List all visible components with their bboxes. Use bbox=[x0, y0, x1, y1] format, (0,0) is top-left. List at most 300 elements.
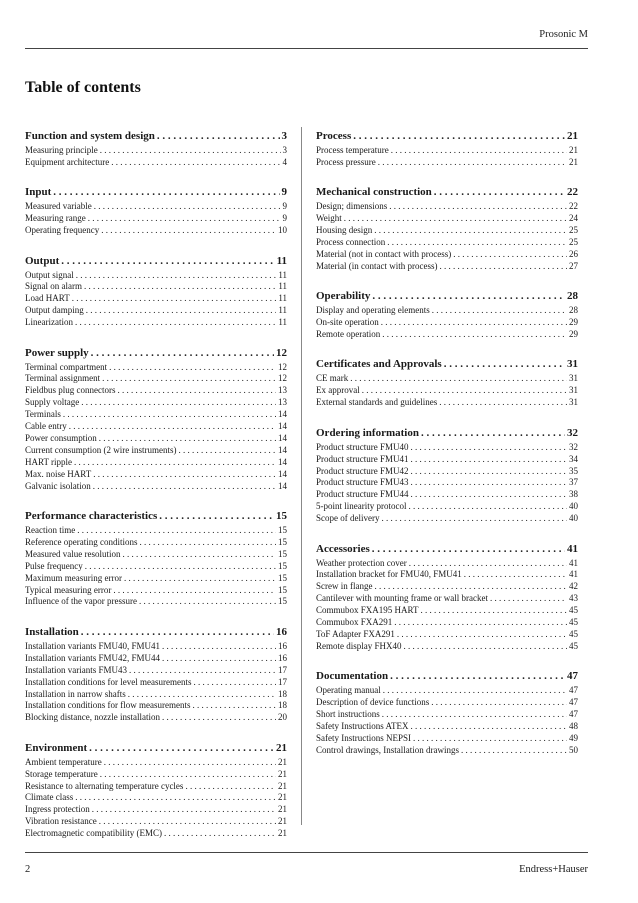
dot-leader bbox=[411, 721, 568, 733]
dot-leader bbox=[75, 317, 276, 329]
toc-entry-label: On-site operation bbox=[316, 317, 379, 328]
toc-section-heading-label: Mechanical construction bbox=[316, 186, 432, 199]
dot-leader bbox=[88, 213, 281, 225]
toc-entry-page: 21 bbox=[569, 156, 578, 167]
toc-entry[interactable] bbox=[316, 237, 578, 249]
toc-entry-page: 15 bbox=[278, 536, 287, 547]
toc-entry-label: Reference operating conditions bbox=[25, 536, 138, 547]
toc-entry-label: Terminals bbox=[25, 409, 61, 420]
toc-section-heading-page: 28 bbox=[567, 290, 578, 303]
toc-entry[interactable] bbox=[316, 745, 578, 757]
toc-entry-label: Installation bracket for FMU40, FMU41 bbox=[316, 569, 462, 580]
dot-leader bbox=[81, 397, 276, 409]
dot-leader bbox=[372, 289, 565, 303]
toc-section-heading-label: Ordering information bbox=[316, 426, 419, 439]
toc-entry-label: Display and operating elements bbox=[316, 305, 430, 316]
toc-entry-page: 15 bbox=[278, 560, 287, 571]
toc-entry[interactable] bbox=[316, 157, 578, 169]
toc-entry[interactable] bbox=[25, 157, 287, 169]
toc-section bbox=[25, 509, 287, 608]
toc-entry-label: Product structure FMU41 bbox=[316, 453, 409, 464]
toc-entry-label: Product structure FMU40 bbox=[316, 441, 409, 452]
toc-entry-page: 20 bbox=[278, 712, 287, 723]
toc-section-heading-page: 21 bbox=[567, 130, 578, 142]
toc-entry-page: 47 bbox=[569, 685, 578, 696]
toc-entry[interactable] bbox=[316, 385, 578, 397]
dot-leader bbox=[431, 697, 567, 709]
toc-entry-label: Commubox FXA291 bbox=[316, 617, 393, 628]
toc-section bbox=[316, 129, 578, 169]
toc-entry[interactable] bbox=[25, 445, 287, 457]
toc-section-heading[interactable] bbox=[25, 185, 287, 199]
toc-entry[interactable] bbox=[316, 641, 578, 653]
toc-entry-page: 21 bbox=[278, 828, 287, 839]
toc-entry[interactable] bbox=[316, 442, 578, 454]
toc-entry-label: Ambient temperature bbox=[25, 756, 102, 767]
toc-entry-label: Remote operation bbox=[316, 329, 381, 340]
toc-entry[interactable] bbox=[25, 585, 287, 597]
dot-leader bbox=[185, 781, 276, 793]
dot-leader bbox=[74, 457, 276, 469]
toc-entry[interactable] bbox=[25, 712, 287, 724]
toc-entry[interactable] bbox=[25, 481, 287, 493]
toc-entry-page: 45 bbox=[569, 628, 578, 639]
toc-entry-page: 21 bbox=[278, 768, 287, 779]
dot-leader bbox=[129, 665, 276, 677]
toc-section-heading-page: 15 bbox=[276, 510, 287, 523]
dot-leader bbox=[61, 254, 274, 268]
toc-entry[interactable] bbox=[316, 685, 578, 697]
toc-entry-page: 47 bbox=[569, 709, 578, 720]
toc-entry[interactable] bbox=[316, 581, 578, 593]
dot-leader bbox=[411, 454, 568, 466]
toc-section-heading[interactable] bbox=[25, 129, 287, 143]
toc-entry[interactable] bbox=[25, 677, 287, 689]
toc-entry[interactable] bbox=[25, 213, 287, 225]
toc-entry-label: Terminal compartment bbox=[25, 361, 108, 372]
toc-section-heading[interactable] bbox=[316, 185, 578, 199]
toc-entry[interactable] bbox=[316, 697, 578, 709]
toc-entry[interactable] bbox=[316, 605, 578, 617]
toc-entry[interactable] bbox=[316, 466, 578, 478]
toc-entry[interactable] bbox=[25, 362, 287, 374]
toc-entry[interactable] bbox=[316, 305, 578, 317]
toc-section-heading-label: Output bbox=[25, 254, 60, 267]
toc-section-heading[interactable] bbox=[25, 509, 287, 523]
dot-leader bbox=[178, 445, 276, 457]
toc-entry[interactable] bbox=[316, 261, 578, 273]
toc-section-heading-page: 22 bbox=[567, 186, 578, 199]
toc-entry-page: 31 bbox=[569, 373, 578, 384]
toc-section-heading-label: Documentation bbox=[316, 670, 389, 683]
toc-entry-label: Signal on alarm bbox=[25, 281, 82, 292]
toc-entry[interactable] bbox=[25, 700, 287, 712]
toc-section-heading-label: Power supply bbox=[25, 346, 89, 359]
toc-entry[interactable] bbox=[25, 201, 287, 213]
toc-entry[interactable] bbox=[25, 641, 287, 653]
dot-leader bbox=[162, 712, 276, 724]
toc-entry[interactable] bbox=[25, 828, 287, 840]
toc-entry-page: 21 bbox=[278, 780, 287, 791]
dot-leader bbox=[139, 537, 276, 549]
toc-entry[interactable] bbox=[316, 397, 578, 409]
toc-entry-label: Measured variable bbox=[25, 201, 92, 212]
toc-entry-label: Measuring range bbox=[25, 213, 86, 224]
dot-leader bbox=[84, 281, 276, 293]
dot-leader bbox=[382, 709, 567, 721]
toc-entry[interactable] bbox=[25, 397, 287, 409]
toc-section bbox=[316, 357, 578, 409]
dot-leader bbox=[139, 596, 276, 608]
dot-leader bbox=[86, 305, 277, 317]
dot-leader bbox=[390, 669, 565, 683]
footer-rule bbox=[25, 852, 588, 853]
toc-section-heading[interactable] bbox=[316, 669, 578, 683]
toc-section-heading-page: 3 bbox=[281, 130, 287, 142]
dot-leader bbox=[53, 185, 279, 199]
dot-leader bbox=[464, 569, 567, 581]
toc-section-heading-page: 11 bbox=[276, 254, 287, 267]
toc-entry[interactable] bbox=[316, 709, 578, 721]
toc-entry-page: 11 bbox=[278, 281, 287, 292]
toc-entry-page: 15 bbox=[278, 596, 287, 607]
toc-entry-label: Product structure FMU44 bbox=[316, 489, 409, 500]
toc-section-heading[interactable] bbox=[316, 426, 578, 440]
toc-entry[interactable] bbox=[316, 617, 578, 629]
toc-entry[interactable] bbox=[25, 305, 287, 317]
toc-entry-label: Operating frequency bbox=[25, 225, 100, 236]
toc-section-heading-label: Operability bbox=[316, 290, 371, 303]
toc-entry[interactable] bbox=[25, 525, 287, 537]
toc-entry-label: Galvanic isolation bbox=[25, 480, 91, 491]
toc-entry-label: Ex approval bbox=[316, 385, 360, 396]
toc-entry[interactable] bbox=[25, 757, 287, 769]
dot-leader bbox=[461, 745, 567, 757]
toc-section bbox=[316, 669, 578, 756]
toc-entry[interactable] bbox=[316, 629, 578, 641]
toc-entry-label: Short instructions bbox=[316, 709, 380, 720]
toc-section-heading[interactable] bbox=[316, 357, 578, 371]
toc-entry-label: Housing design bbox=[316, 225, 373, 236]
toc-entry-page: 21 bbox=[278, 816, 287, 827]
dot-leader bbox=[413, 733, 567, 745]
toc-entry-label: Blocking distance, nozzle installation bbox=[25, 712, 160, 723]
toc-entry-page: 14 bbox=[278, 444, 287, 455]
toc-section-heading[interactable] bbox=[25, 346, 287, 360]
toc-entry[interactable] bbox=[316, 721, 578, 733]
toc-section-heading[interactable] bbox=[316, 542, 578, 556]
toc-entry[interactable] bbox=[25, 225, 287, 237]
toc-section-heading-label: Input bbox=[25, 186, 52, 199]
toc-entry[interactable] bbox=[316, 373, 578, 385]
toc-entry-page: 31 bbox=[569, 385, 578, 396]
toc-entry-label: 5-point linearity protocol bbox=[316, 501, 407, 512]
dot-leader bbox=[72, 293, 277, 305]
toc-entry-page: 49 bbox=[569, 732, 578, 743]
toc-entry-label: Climate class bbox=[25, 792, 74, 803]
toc-entry-label: Process pressure bbox=[316, 156, 376, 167]
dot-leader bbox=[432, 305, 567, 317]
toc-entry[interactable] bbox=[25, 421, 287, 433]
toc-entry-page: 14 bbox=[278, 421, 287, 432]
toc-entry-page: 16 bbox=[278, 640, 287, 651]
dot-leader bbox=[162, 653, 276, 665]
toc-entry[interactable] bbox=[25, 457, 287, 469]
toc-entry[interactable] bbox=[316, 593, 578, 605]
toc-entry[interactable] bbox=[25, 281, 287, 293]
toc-entry-page: 4 bbox=[282, 156, 287, 167]
toc-entry[interactable] bbox=[25, 409, 287, 421]
toc-section-heading-label: Installation bbox=[25, 625, 79, 638]
toc-entry[interactable] bbox=[316, 145, 578, 157]
toc-entry[interactable] bbox=[25, 317, 287, 329]
dot-leader bbox=[118, 385, 277, 397]
toc-entry-label: Product structure FMU43 bbox=[316, 477, 409, 488]
toc-entry-page: 45 bbox=[569, 640, 578, 651]
toc-entry-page: 21 bbox=[569, 145, 578, 155]
toc-section bbox=[25, 254, 287, 330]
dot-leader bbox=[76, 270, 277, 282]
toc-entry-page: 17 bbox=[278, 676, 287, 687]
toc-entry-label: Cantilever with mounting frame or wall bracket bbox=[316, 593, 488, 604]
toc-entry-page: 11 bbox=[278, 269, 287, 280]
toc-entry-label: Operating manual bbox=[316, 685, 381, 696]
toc-entry[interactable] bbox=[25, 293, 287, 305]
dot-leader bbox=[113, 585, 276, 597]
toc-entry[interactable] bbox=[25, 781, 287, 793]
dot-leader bbox=[411, 477, 568, 489]
dot-leader bbox=[389, 201, 567, 213]
toc-entry[interactable] bbox=[25, 804, 287, 816]
toc-entry-label: Description of device functions bbox=[316, 697, 430, 708]
toc-entry[interactable] bbox=[25, 792, 287, 804]
toc-entry-label: Terminal assignment bbox=[25, 373, 101, 384]
toc-entry[interactable] bbox=[316, 249, 578, 261]
toc-entry[interactable] bbox=[316, 454, 578, 466]
footer-brand: Endress+Hauser bbox=[519, 864, 588, 875]
toc-entry-label: Weight bbox=[316, 213, 342, 224]
toc-section-heading-label: Performance characteristics bbox=[25, 510, 158, 523]
toc-entry-label: Storage temperature bbox=[25, 768, 98, 779]
dot-leader bbox=[122, 549, 276, 561]
toc-entry[interactable] bbox=[25, 561, 287, 573]
toc-entry[interactable] bbox=[316, 513, 578, 525]
toc-entry[interactable] bbox=[316, 225, 578, 237]
toc-entry[interactable] bbox=[25, 537, 287, 549]
toc-entry-label: Equipment architecture bbox=[25, 156, 110, 167]
toc-section-heading-page: 12 bbox=[276, 346, 287, 359]
toc-entry[interactable] bbox=[25, 689, 287, 701]
toc-entry-label: Design; dimensions bbox=[316, 201, 388, 212]
toc-entry[interactable] bbox=[25, 816, 287, 828]
dot-leader bbox=[394, 617, 567, 629]
toc-entry[interactable] bbox=[25, 653, 287, 665]
dot-leader bbox=[378, 157, 567, 169]
dot-leader bbox=[404, 641, 568, 653]
toc-entry-page: 40 bbox=[569, 513, 578, 524]
toc-entry-label: Commubox FXA195 HART bbox=[316, 605, 419, 616]
toc-entry[interactable] bbox=[316, 489, 578, 501]
toc-entry-page: 10 bbox=[278, 225, 287, 236]
toc-section-heading[interactable] bbox=[316, 129, 578, 143]
dot-leader bbox=[93, 481, 276, 493]
dot-leader bbox=[490, 593, 567, 605]
toc-entry-page: 15 bbox=[278, 548, 287, 559]
dot-leader bbox=[420, 605, 567, 617]
toc-entry-page: 47 bbox=[569, 697, 578, 708]
toc-section-heading-label: Accessories bbox=[316, 542, 370, 555]
toc-entry-label: Control drawings, Installation drawings bbox=[316, 744, 459, 755]
toc-entry-page: 42 bbox=[569, 581, 578, 592]
toc-section-heading-label: Environment bbox=[25, 741, 88, 754]
toc-entry-page: 21 bbox=[278, 792, 287, 803]
toc-entry[interactable] bbox=[25, 270, 287, 282]
dot-leader bbox=[434, 185, 565, 199]
toc-entry[interactable] bbox=[316, 477, 578, 489]
dot-leader bbox=[111, 157, 280, 169]
dot-leader bbox=[444, 357, 565, 371]
toc-entry[interactable] bbox=[25, 573, 287, 585]
toc-entry-label: Measured value resolution bbox=[25, 548, 121, 559]
toc-entry-label: Remote display FHX40 bbox=[316, 640, 402, 651]
toc-entry-page: 25 bbox=[569, 237, 578, 248]
dot-leader bbox=[192, 700, 276, 712]
toc-entry[interactable] bbox=[316, 501, 578, 513]
toc-entry[interactable] bbox=[316, 733, 578, 745]
toc-section bbox=[25, 185, 287, 237]
toc-entry-label: Supply voltage bbox=[25, 397, 80, 408]
toc-entry-page: 41 bbox=[569, 557, 578, 568]
toc-entry-page: 50 bbox=[569, 744, 578, 755]
dot-leader bbox=[353, 129, 565, 143]
toc-entry[interactable] bbox=[25, 145, 287, 157]
toc-entry-label: Installation variants FMU40, FMU41 bbox=[25, 640, 160, 651]
toc-entry[interactable] bbox=[316, 317, 578, 329]
toc-entry[interactable] bbox=[25, 596, 287, 608]
toc-section-heading-label: Function and system design bbox=[25, 130, 155, 142]
toc-entry-label: External standards and guidelines bbox=[316, 397, 438, 408]
toc-section bbox=[316, 426, 578, 525]
toc-entry-label: Screw in flange bbox=[316, 581, 373, 592]
toc-entry[interactable] bbox=[25, 769, 287, 781]
header-rule bbox=[25, 48, 588, 49]
toc-entry-label: Installation variants FMU42, FMU44 bbox=[25, 652, 160, 663]
dot-leader bbox=[124, 573, 276, 585]
toc-section-heading[interactable] bbox=[25, 254, 287, 268]
toc-section-heading-page: 32 bbox=[567, 426, 578, 439]
toc-section-heading[interactable] bbox=[25, 625, 287, 639]
toc-section bbox=[25, 625, 287, 724]
toc-entry-page: 28 bbox=[569, 305, 578, 316]
toc-entry[interactable] bbox=[25, 373, 287, 385]
toc-entry-page: 34 bbox=[569, 453, 578, 464]
toc-entry[interactable] bbox=[316, 329, 578, 341]
toc-entry-label: Fieldbus plug connectors bbox=[25, 385, 116, 396]
toc-entry[interactable] bbox=[25, 433, 287, 445]
toc-entry[interactable] bbox=[25, 469, 287, 481]
toc-entry-label: Vibration resistance bbox=[25, 816, 97, 827]
toc-section bbox=[316, 542, 578, 653]
toc-entry-page: 18 bbox=[278, 700, 287, 711]
dot-leader bbox=[381, 317, 567, 329]
toc-entry-label: Installation variants FMU43 bbox=[25, 664, 127, 675]
toc-entry-page: 12 bbox=[278, 373, 287, 384]
toc-section-heading-page: 9 bbox=[281, 186, 287, 199]
toc-entry-label: Reaction time bbox=[25, 525, 76, 536]
dot-leader bbox=[344, 213, 567, 225]
toc-entry[interactable] bbox=[316, 569, 578, 581]
dot-leader bbox=[109, 362, 276, 374]
toc-entry-label: Max. noise HART bbox=[25, 468, 92, 479]
dot-leader bbox=[193, 677, 276, 689]
toc-entry-label: Maximum measuring error bbox=[25, 572, 122, 583]
toc-entry-page: 38 bbox=[569, 489, 578, 500]
toc-section-heading-page: 16 bbox=[276, 625, 287, 638]
dot-leader bbox=[102, 373, 276, 385]
dot-leader bbox=[81, 625, 274, 639]
toc-entry-label: Cable entry bbox=[25, 421, 67, 432]
toc-section-heading-label: Process bbox=[316, 130, 352, 142]
dot-leader bbox=[100, 769, 276, 781]
toc-entry-label: Scope of delivery bbox=[316, 513, 380, 524]
dot-leader bbox=[99, 433, 276, 445]
dot-leader bbox=[411, 489, 568, 501]
dot-leader bbox=[63, 409, 276, 421]
dot-leader bbox=[408, 501, 567, 513]
toc-section-heading[interactable] bbox=[316, 289, 578, 303]
toc-entry[interactable] bbox=[25, 385, 287, 397]
toc-entry-page: 14 bbox=[278, 433, 287, 443]
toc-section bbox=[25, 129, 287, 169]
dot-leader bbox=[89, 741, 274, 755]
toc-entry-page: 14 bbox=[278, 480, 287, 491]
toc-entry-page: 26 bbox=[569, 248, 578, 259]
toc-entry-page: 32 bbox=[569, 441, 578, 452]
footer-page-number: 2 bbox=[25, 864, 31, 875]
toc-entry-label: Output damping bbox=[25, 305, 84, 316]
toc-entry-label: Installation conditions for flow measurements bbox=[25, 700, 191, 711]
toc-entry[interactable] bbox=[316, 558, 578, 570]
toc-entry-page: 25 bbox=[569, 225, 578, 236]
dot-leader bbox=[157, 129, 280, 143]
toc-entry-label: Influence of the vapor pressure bbox=[25, 596, 137, 607]
toc-entry-label: Safety Instructions NEPSI bbox=[316, 732, 411, 743]
dot-leader bbox=[411, 466, 568, 478]
toc-entry-label: Pulse frequency bbox=[25, 560, 83, 571]
dot-leader bbox=[411, 442, 568, 454]
toc-entry[interactable] bbox=[316, 201, 578, 213]
toc-entry-page: 16 bbox=[278, 652, 287, 663]
toc-entry-page: 17 bbox=[278, 664, 287, 675]
toc-section bbox=[316, 185, 578, 272]
dot-leader bbox=[382, 329, 567, 341]
toc-entry-page: 41 bbox=[569, 569, 578, 580]
toc-section-heading-page: 41 bbox=[567, 542, 578, 555]
toc-entry-label: Resistance to alternating temperature cycles bbox=[25, 780, 184, 791]
toc-entry-label: Safety Instructions ATEX bbox=[316, 721, 409, 731]
toc-entry-page: 14 bbox=[278, 468, 287, 479]
dot-leader bbox=[75, 792, 276, 804]
toc-section-heading[interactable] bbox=[25, 741, 287, 755]
toc-entry-label: Current consumption (2 wire instruments) bbox=[25, 444, 177, 455]
toc-entry[interactable] bbox=[25, 549, 287, 561]
toc-entry[interactable] bbox=[25, 665, 287, 677]
toc-entry-page: 40 bbox=[569, 501, 578, 512]
dot-leader bbox=[383, 685, 567, 697]
toc-entry-label: Process connection bbox=[316, 237, 386, 248]
toc-entry[interactable] bbox=[316, 213, 578, 225]
toc-section bbox=[316, 289, 578, 341]
